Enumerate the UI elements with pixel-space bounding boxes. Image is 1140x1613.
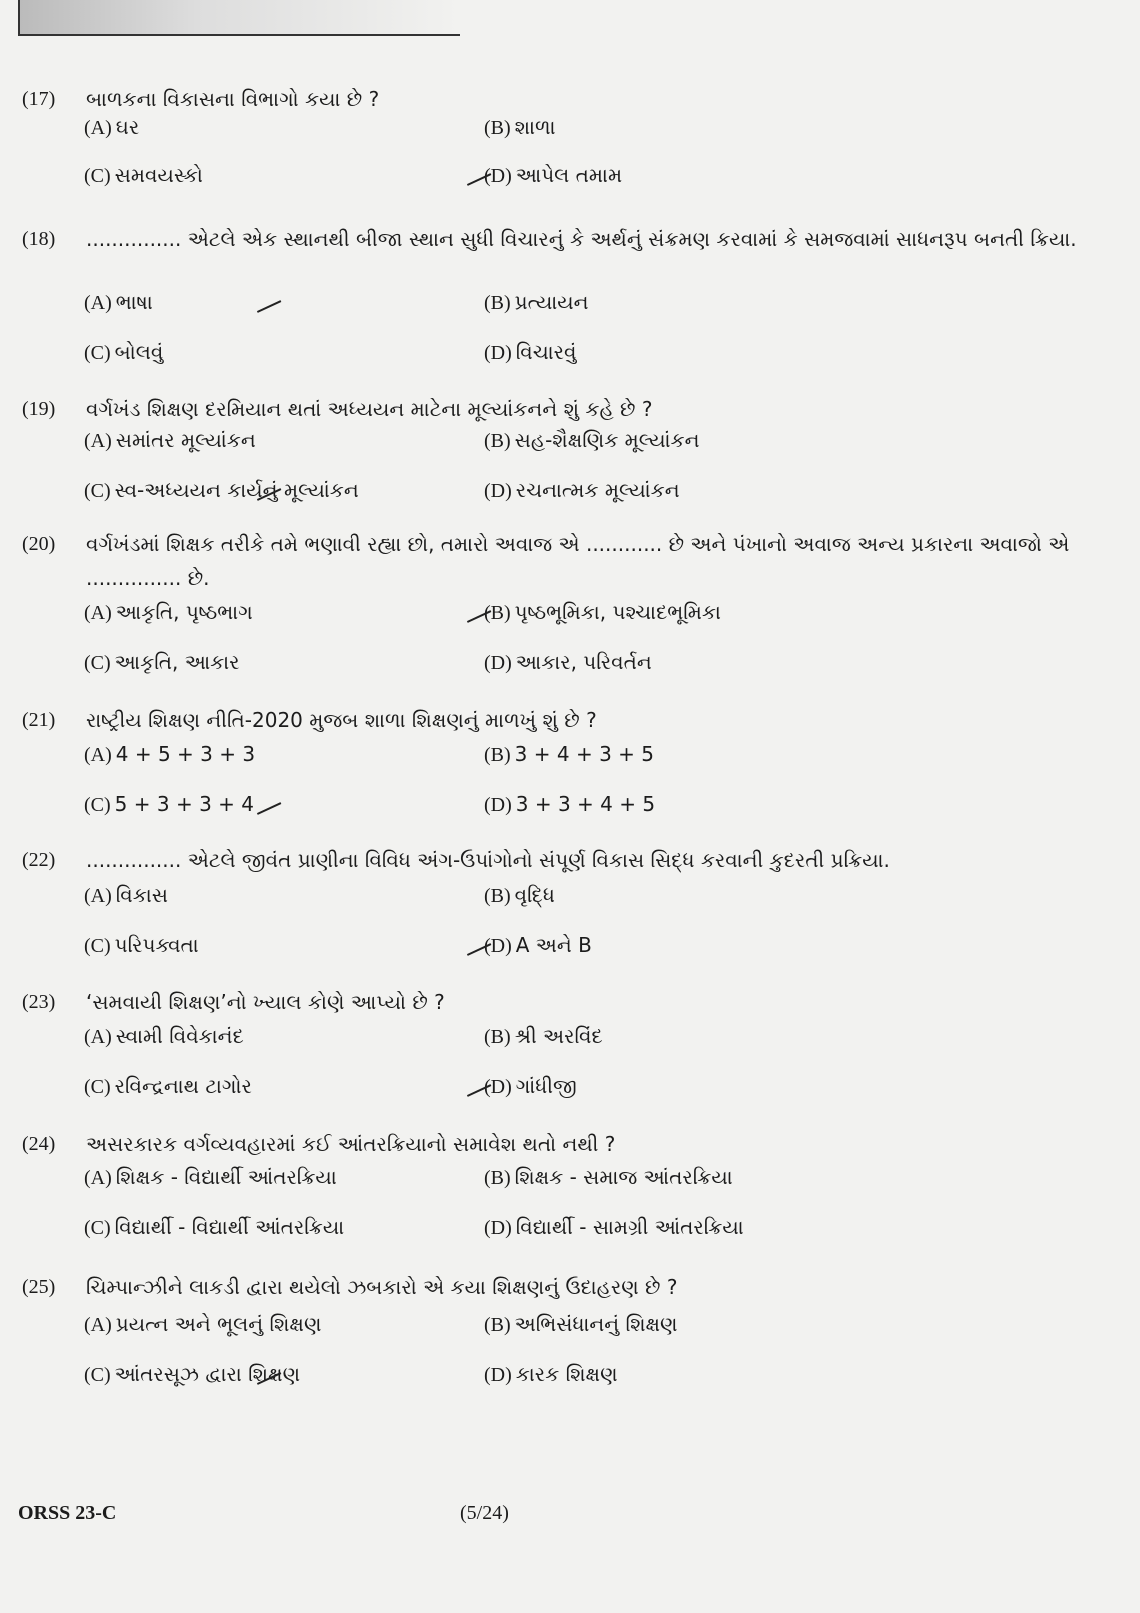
option-text: સ્વ-અધ્યયન કાર્યનું મૂલ્યાંકન — [114, 478, 359, 502]
answer-option — [84, 115, 139, 140]
question-text: રાષ્ટ્રીય શિક્ષણ નીતિ-2020 મુજબ શાળા શિક્ષણનું માળખું શું છે ? — [86, 708, 597, 732]
answer-option — [84, 650, 240, 675]
option-text: રચનાત્મક મૂલ્યાંકન — [515, 478, 680, 502]
option-label: (A) — [84, 602, 112, 624]
option-label: (D) — [484, 935, 512, 957]
option-label: (B) — [484, 885, 511, 907]
question-text: અસરકારક વર્ગવ્યવહારમાં કઈ આંતરક્રિયાનો સમાવેશ થતો નથી ? — [86, 1132, 616, 1156]
paper-code: ORSS 23-C — [18, 1502, 117, 1524]
option-label: (A) — [84, 292, 112, 314]
option-label: (B) — [484, 602, 511, 624]
option-label: (D) — [484, 1076, 512, 1098]
answer-option — [84, 1074, 252, 1099]
option-label: (C) — [84, 1076, 111, 1098]
option-label: (B) — [484, 1167, 511, 1189]
option-label: (A) — [84, 1314, 112, 1336]
option-text: ભાષા — [115, 290, 153, 314]
answer-option — [484, 163, 622, 188]
answer-option — [484, 883, 555, 908]
option-text: સ્વામી વિવેકાનંદ — [115, 1024, 244, 1048]
answer-option — [484, 600, 721, 625]
option-text: વિદ્યાર્થી - વિદ્યાર્થી આંતરક્રિયા — [114, 1215, 345, 1239]
option-text: શ્રી અરવિંદ — [514, 1024, 603, 1048]
answer-option — [484, 1362, 618, 1387]
option-text: વૃદ્ધિ — [514, 883, 555, 907]
option-label: (A) — [84, 885, 112, 907]
question-number: (21) — [22, 709, 56, 731]
option-label: (B) — [484, 117, 511, 139]
option-label: (D) — [484, 480, 512, 502]
option-label: (B) — [484, 1026, 511, 1048]
option-text: ઘર — [115, 115, 140, 139]
option-label: (A) — [84, 430, 112, 452]
option-label: (D) — [484, 342, 512, 364]
option-text: પૃષ્ઠભૂમિકા, પશ્ચાદભૂમિકા — [514, 600, 721, 624]
answer-option — [84, 163, 203, 188]
answer-option — [84, 340, 163, 365]
option-label: (C) — [84, 165, 111, 187]
option-text: વિદ્યાર્થી - સામગ્રી આંતરક્રિયા — [515, 1215, 744, 1239]
option-text: આંતરસૂઝ દ્વારા શિક્ષણ — [114, 1362, 301, 1386]
option-text: પ્રત્યાયન — [514, 290, 589, 314]
answer-option — [484, 478, 680, 503]
answer-option — [484, 650, 652, 675]
answer-option — [484, 742, 654, 767]
option-label: (C) — [84, 652, 111, 674]
answer-option — [484, 792, 655, 817]
option-text: શિક્ષક - વિદ્યાર્થી આંતરક્રિયા — [115, 1165, 337, 1189]
answer-option — [84, 600, 253, 625]
answer-option — [84, 1165, 337, 1190]
handwritten-tick-mark — [253, 291, 282, 313]
option-label: (D) — [484, 1217, 512, 1239]
option-label: (A) — [84, 1167, 112, 1189]
option-text: બોલવું — [114, 340, 164, 364]
option-label: (C) — [84, 480, 111, 502]
question-text: ચિમ્પાન્ઝીને લાકડી દ્વારા થયેલો ઝબકારો એ કયા શિક્ષણનું ઉદાહરણ છે ? — [86, 1275, 678, 1299]
option-text: સહ-શૈક્ષણિક મૂલ્યાંકન — [514, 428, 700, 452]
option-text: સમાંતર મૂલ્યાંકન — [115, 428, 256, 452]
option-label: (A) — [84, 117, 112, 139]
option-text: કારક શિક્ષણ — [515, 1362, 618, 1386]
answer-option — [484, 428, 700, 453]
option-text: આકાર, પરિવર્તન — [515, 650, 652, 674]
answer-option — [84, 290, 153, 315]
answer-option — [84, 792, 254, 817]
question-number: (18) — [22, 228, 56, 250]
answer-option — [84, 428, 256, 453]
question-number: (22) — [22, 849, 56, 871]
option-label: (B) — [484, 744, 511, 766]
question-number: (24) — [22, 1133, 56, 1155]
option-text: 5 + 3 + 3 + 4 — [114, 792, 254, 816]
answer-option — [84, 1312, 321, 1337]
answer-option — [84, 1024, 244, 1049]
answer-option — [484, 1215, 744, 1240]
option-label: (B) — [484, 430, 511, 452]
option-text: 4 + 5 + 3 + 3 — [115, 742, 256, 766]
question-number: (19) — [22, 398, 56, 420]
option-text: અભિસંધાનનું શિક્ષણ — [514, 1312, 678, 1336]
option-label: (A) — [84, 744, 112, 766]
question-text: ‘સમવાયી શિક્ષણ’નો ખ્યાલ કોણે આપ્યો છે ? — [86, 990, 445, 1014]
option-text: આકૃતિ, આકાર — [114, 650, 240, 674]
question-number: (17) — [22, 88, 56, 110]
handwritten-tick-mark — [253, 793, 282, 815]
option-text: A અને B — [515, 933, 592, 957]
question-number: (23) — [22, 991, 56, 1013]
answer-option — [84, 1215, 344, 1240]
option-text: 3 + 4 + 3 + 5 — [514, 742, 654, 766]
answer-option — [484, 1074, 577, 1099]
option-label: (D) — [484, 1364, 512, 1386]
scan-corner-artifact — [18, 0, 460, 36]
answer-option — [484, 1165, 733, 1190]
answer-option — [484, 115, 556, 140]
option-text: ગાંધીજી — [515, 1074, 577, 1098]
option-text: વિકાસ — [115, 883, 168, 907]
option-label: (D) — [484, 165, 512, 187]
option-text: પ્રયત્ન અને ભૂલનું શિક્ષણ — [115, 1312, 322, 1336]
option-label: (B) — [484, 1314, 511, 1336]
option-label: (C) — [84, 342, 111, 364]
option-text: આકૃતિ, પૃષ્ઠભાગ — [115, 600, 253, 624]
option-text: વિચારવું — [515, 340, 577, 364]
answer-option — [484, 933, 592, 958]
option-text: શાળા — [514, 115, 556, 139]
question-number: (25) — [22, 1276, 56, 1298]
option-text: 3 + 3 + 4 + 5 — [515, 792, 656, 816]
option-text: શિક્ષક - સમાજ આંતરક્રિયા — [514, 1165, 733, 1189]
question-text: ............... એટલે એક સ્થાનથી બીજા સ્થાન સુધી વિચારનું કે અર્થનું સંક્રમણ કરવામાં કે સમજવામાં સાધનરૂપ બનતી ક્રિયા. — [86, 227, 1077, 251]
answer-option — [84, 742, 255, 767]
answer-option — [484, 340, 576, 365]
answer-option — [484, 1312, 677, 1337]
option-label: (B) — [484, 292, 511, 314]
option-label: (C) — [84, 935, 111, 957]
question-text: વર્ગખંડ શિક્ષણ દરમિયાન થતાં અધ્યયન માટેના મૂલ્યાંકનને શું કહે છે ? — [86, 397, 653, 421]
question-text: વર્ગખંડમાં શિક્ષક તરીકે તમે ભણાવી રહ્યા છો, તમારો અવાજ એ ............ છે અને પંખાનો અવાજ અન્ય પ્રકારના અવાજો એ ............... છે. — [86, 532, 1070, 590]
option-text: આપેલ તમામ — [515, 163, 623, 187]
option-label: (C) — [84, 1217, 111, 1239]
page-number: (5/24) — [460, 1502, 509, 1524]
option-text: પરિપક્વતા — [114, 933, 199, 957]
question-number: (20) — [22, 533, 56, 555]
option-label: (D) — [484, 794, 512, 816]
option-label: (A) — [84, 1026, 112, 1048]
option-label: (D) — [484, 652, 512, 674]
question-text: બાળકના વિકાસના વિભાગો કયા છે ? — [86, 87, 380, 111]
answer-option — [84, 933, 199, 958]
question-text: ............... એટલે જીવંત પ્રાણીના વિવિધ અંગ-ઉપાંગોનો સંપૂર્ણ વિકાસ સિદ્ધ કરવાની કુદરતી પ્રક્રિયા. — [86, 848, 890, 872]
option-text: સમવયસ્કો — [114, 163, 203, 187]
option-text: રવિન્દ્રનાથ ટાગોર — [114, 1074, 252, 1098]
answer-option — [484, 290, 589, 315]
option-label: (C) — [84, 794, 111, 816]
option-label: (C) — [84, 1364, 111, 1386]
answer-option — [484, 1024, 603, 1049]
answer-option — [84, 883, 168, 908]
answer-option — [84, 478, 359, 503]
